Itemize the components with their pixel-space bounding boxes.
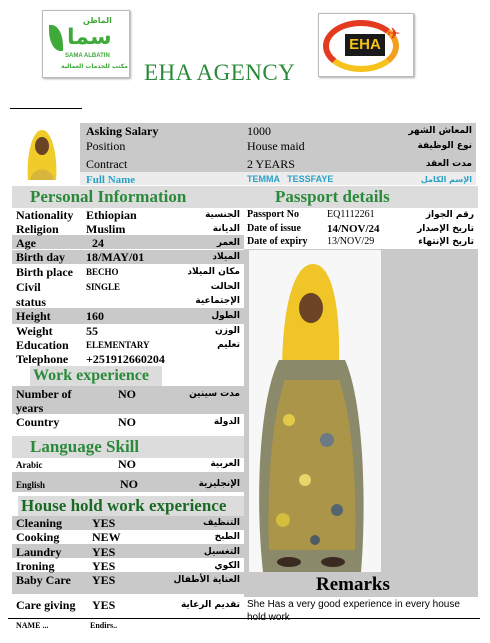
civil-label: Civil — [16, 280, 41, 294]
work-exp-title: Work experience — [33, 367, 149, 384]
date-issue-value: 14/NOV/24 — [327, 223, 380, 235]
ironing-value: YES — [92, 559, 116, 573]
footer-name-label: NAME ... — [16, 621, 49, 630]
logo-leaf-icon — [49, 25, 63, 51]
cooking-label: Cooking — [16, 530, 60, 544]
civil-status-value: SINGLE — [86, 282, 121, 292]
cleaning-value: YES — [92, 516, 116, 530]
civil-status-ar-2: الإجتماعية — [195, 296, 240, 306]
footer-line — [8, 618, 480, 619]
baby-care-value: YES — [92, 573, 116, 587]
profile-thumbnail-image — [18, 126, 66, 180]
header-right-logo — [318, 13, 414, 77]
arabic-ar: العربية — [210, 459, 240, 469]
cleaning-label: Cleaning — [16, 516, 63, 530]
religion-value: Muslim — [86, 222, 126, 236]
contract-ar: مدت العقد — [425, 159, 472, 169]
asking-salary-label: Asking Salary — [86, 124, 159, 138]
airplane-icon: ✈ — [387, 24, 401, 43]
baby-care-label: Baby Care — [16, 573, 71, 587]
logo-left-line-4: مكتب للخدمات العمالية — [61, 63, 128, 70]
footer-endirs-label: Endirs.. — [90, 621, 118, 630]
baby-care-ar: العناية الأطفال — [173, 575, 240, 585]
cleaning-ar: التنظيف — [203, 518, 240, 528]
full-name-ar: الإسم الكامل — [420, 175, 472, 184]
header-underline — [10, 108, 82, 109]
birth-place-label: Birth place — [16, 265, 73, 279]
arabic-label: Arabic — [16, 460, 43, 470]
language-title: Language Skill — [30, 437, 140, 456]
passport-no-ar: رقم الجواز — [425, 210, 474, 220]
education-label: Education — [16, 338, 69, 352]
country-value: NO — [118, 415, 136, 429]
care-giving-label: Care giving — [16, 598, 76, 612]
date-issue-label: Date of issue — [247, 223, 301, 234]
date-expiry-value: 13/NOV/29 — [327, 236, 375, 247]
household-title: House hold work experience — [21, 496, 227, 515]
contract-value: 2 YEARS — [247, 157, 295, 171]
agency-name: EHA AGENCY — [144, 60, 296, 85]
height-ar: الطول — [211, 311, 240, 321]
birth-place-ar: مكان الميلاد — [187, 267, 240, 277]
date-issue-ar: تاريخ الإصدار — [417, 224, 474, 234]
date-expiry-label: Date of expiry — [247, 236, 308, 247]
cooking-value: NEW — [92, 530, 121, 544]
nationality-label: Nationality — [16, 208, 74, 222]
position-value: House maid — [247, 139, 305, 153]
logo-left-line-2: سما — [67, 25, 112, 50]
weight-label: Weight — [16, 324, 53, 338]
full-name-value: TEMMA TESSFAYE — [247, 174, 334, 184]
logo-left-line-3: SAMA ALBATIN — [65, 53, 110, 59]
position-ar: نوع الوظيفة — [417, 141, 472, 151]
laundry-value: YES — [92, 545, 116, 559]
telephone-value: +251912660204 — [86, 352, 165, 366]
country-ar: الدولة — [213, 417, 240, 427]
religion-ar: الديانة — [212, 224, 240, 234]
ironing-ar: الكوي — [214, 561, 240, 571]
birth-day-label: Birth day — [16, 250, 66, 264]
weight-ar: الوزن — [215, 326, 240, 336]
passport-details-title: Passport details — [275, 187, 390, 206]
passport-no-value: EQ1112261 — [327, 209, 375, 220]
position-label: Position — [86, 139, 126, 153]
civil-status-ar: الحالت — [210, 282, 240, 292]
english-ar: الإنجليزية — [198, 479, 240, 489]
care-giving-value: YES — [92, 598, 116, 612]
country-label: Country — [16, 415, 60, 429]
birth-day-value: 18/MAY/01 — [86, 250, 145, 264]
header-left-logo — [42, 10, 130, 78]
remarks-text: She Has a very good experience in every house — [247, 599, 460, 610]
logo-right-text: EHA — [345, 34, 385, 56]
contract-label: Contract — [86, 157, 128, 171]
care-giving-ar: تقديم الرعاية — [180, 600, 240, 610]
laundry-ar: التغسيل — [203, 547, 240, 557]
work-years-value: NO — [118, 387, 136, 401]
remarks-title: Remarks — [316, 574, 390, 595]
laundry-label: Laundry — [16, 545, 62, 559]
personal-info-title: Personal Information — [30, 187, 187, 206]
civil-status-label: status — [16, 295, 47, 309]
work-years-label: Number of — [16, 387, 72, 401]
date-expiry-ar: تاريخ الإنتهاء — [418, 237, 474, 247]
english-label: English — [16, 480, 46, 490]
full-body-photo — [249, 250, 381, 572]
arabic-value: NO — [118, 457, 136, 471]
religion-label: Religion — [16, 222, 59, 236]
nationality-ar: الجنسية — [205, 210, 240, 220]
work-years-label-2: years — [16, 401, 44, 415]
ironing-label: Ironing — [16, 559, 55, 573]
profile-thumbnail — [18, 126, 66, 180]
birth-day-ar: الميلاد — [212, 252, 240, 262]
full-body-photo-image — [249, 250, 381, 572]
asking-salary-ar: المعاش الشهر — [408, 126, 472, 136]
english-value: NO — [120, 477, 138, 491]
asking-salary-value: 1000 — [247, 124, 271, 138]
nationality-value: Ethiopian — [86, 208, 137, 222]
logo-left-line-1: الماظن — [83, 16, 112, 25]
education-ar: تعليم — [217, 340, 240, 350]
passport-no-label: Passport No — [247, 209, 299, 220]
work-years-ar: مدت سينين — [189, 389, 240, 399]
full-name-label: Full Name — [86, 174, 136, 186]
weight-value: 55 — [86, 324, 98, 338]
education-value: ELEMENTARY — [86, 340, 150, 350]
height-label: Height — [16, 309, 51, 323]
age-value: 24 — [92, 236, 104, 250]
age-ar: العمر — [216, 238, 240, 248]
age-label: Age — [16, 236, 36, 250]
height-value: 160 — [86, 309, 104, 323]
cooking-ar: الطبخ — [214, 532, 240, 542]
telephone-label: Telephone — [16, 352, 69, 366]
birth-place-value: BECHO — [86, 267, 119, 277]
